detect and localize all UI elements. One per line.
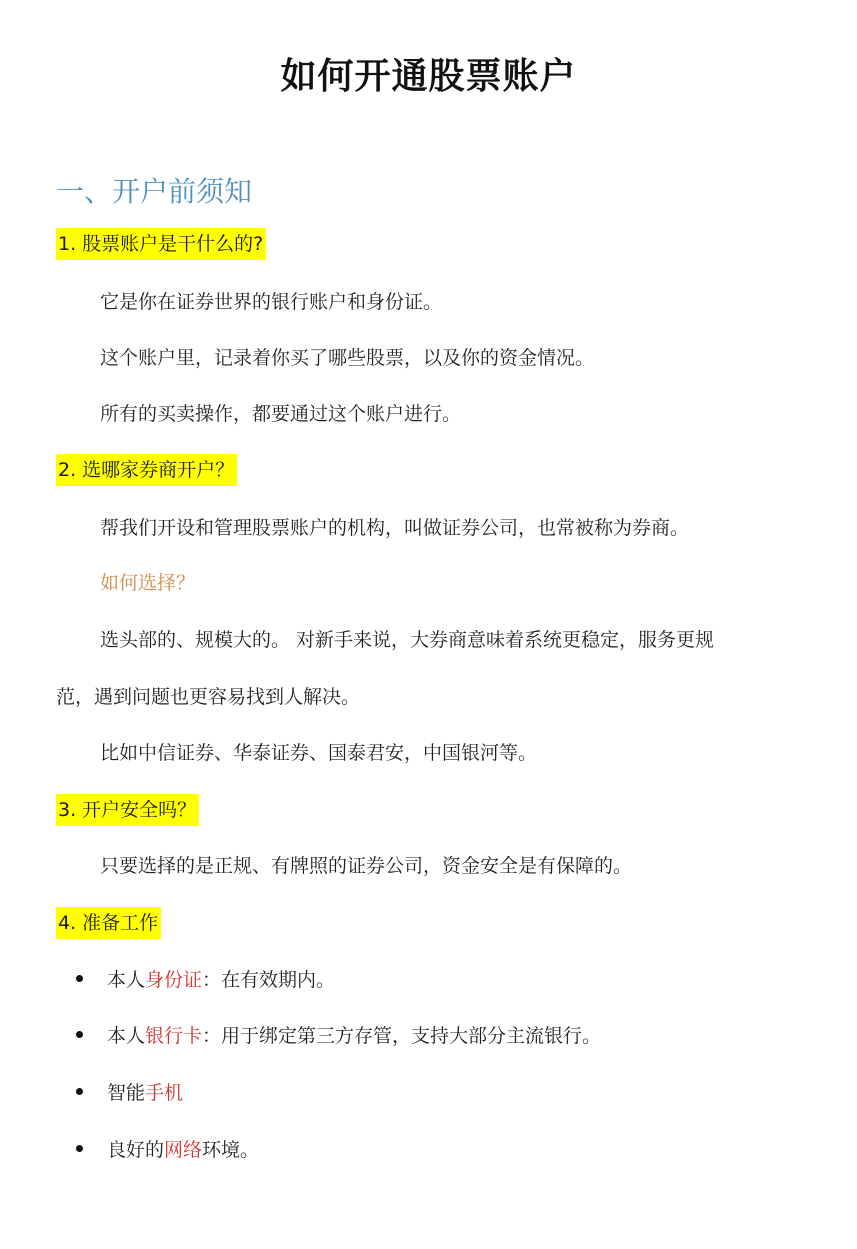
list-item: [76, 1020, 601, 1052]
bullet-dot-icon: [76, 1145, 83, 1152]
list-item-suffix: ：在有效期内。: [202, 969, 336, 991]
q1-line-3: 所有的买卖操作，都要通过这个账户进行。: [100, 403, 462, 425]
q1-line-1: 它是你在证券世界的银行账户和身份证。: [100, 291, 443, 313]
document-title: 如何开通股票账户: [280, 56, 577, 97]
question-4-label: 4. 准备工作: [56, 907, 161, 939]
q2-line-1: 帮我们开设和管理股票账户的机构，叫做证券公司，也常被称为券商。: [100, 517, 690, 539]
bullet-dot-icon: [76, 1031, 83, 1038]
list-item-suffix: ：用于绑定第三方存管，支持大部分主流银行。: [202, 1025, 602, 1047]
list-item-highlight: 手机: [145, 1082, 184, 1104]
section-heading-prerequisites: 一、开户前须知: [56, 175, 253, 208]
q3-line-1: 只要选择的是正规、有牌照的证券公司，资金安全是有保障的。: [100, 855, 633, 877]
list-item-highlight: 银行卡: [145, 1025, 203, 1047]
list-item-prefix: 本人: [107, 969, 146, 991]
list-item: [76, 1077, 183, 1109]
list-item-suffix: 环境。: [202, 1139, 260, 1161]
question-2-label: 2. 选哪家券商开户？: [56, 454, 237, 486]
bullet-dot-icon: [76, 1088, 83, 1095]
q1-line-2: 这个账户里，记录着你买了哪些股票，以及你的资金情况。: [100, 347, 595, 369]
list-item: [76, 1134, 259, 1166]
question-1-label: 1. 股票账户是干什么的?: [56, 228, 266, 260]
q2-line-2b: 范，遇到问题也更容易找到人解决。: [56, 686, 361, 708]
list-item-highlight: 身份证: [145, 969, 203, 991]
q2-sub-heading: 如何选择？: [100, 572, 196, 594]
q2-line-2a: 选头部的、规模大的。 对新手来说，大券商意味着系统更稳定，服务更规: [100, 629, 715, 651]
list-item: [76, 964, 335, 996]
list-item-highlight: 网络: [164, 1139, 203, 1161]
question-3-label: 3. 开户安全吗？: [56, 794, 199, 826]
q2-line-3: 比如中信证券、华泰证券、国泰君安，中国银河等。: [100, 742, 538, 764]
list-item-prefix: 良好的: [107, 1139, 165, 1161]
list-item-prefix: 本人: [107, 1025, 146, 1047]
list-item-prefix: 智能: [107, 1082, 146, 1104]
bullet-dot-icon: [76, 975, 83, 982]
